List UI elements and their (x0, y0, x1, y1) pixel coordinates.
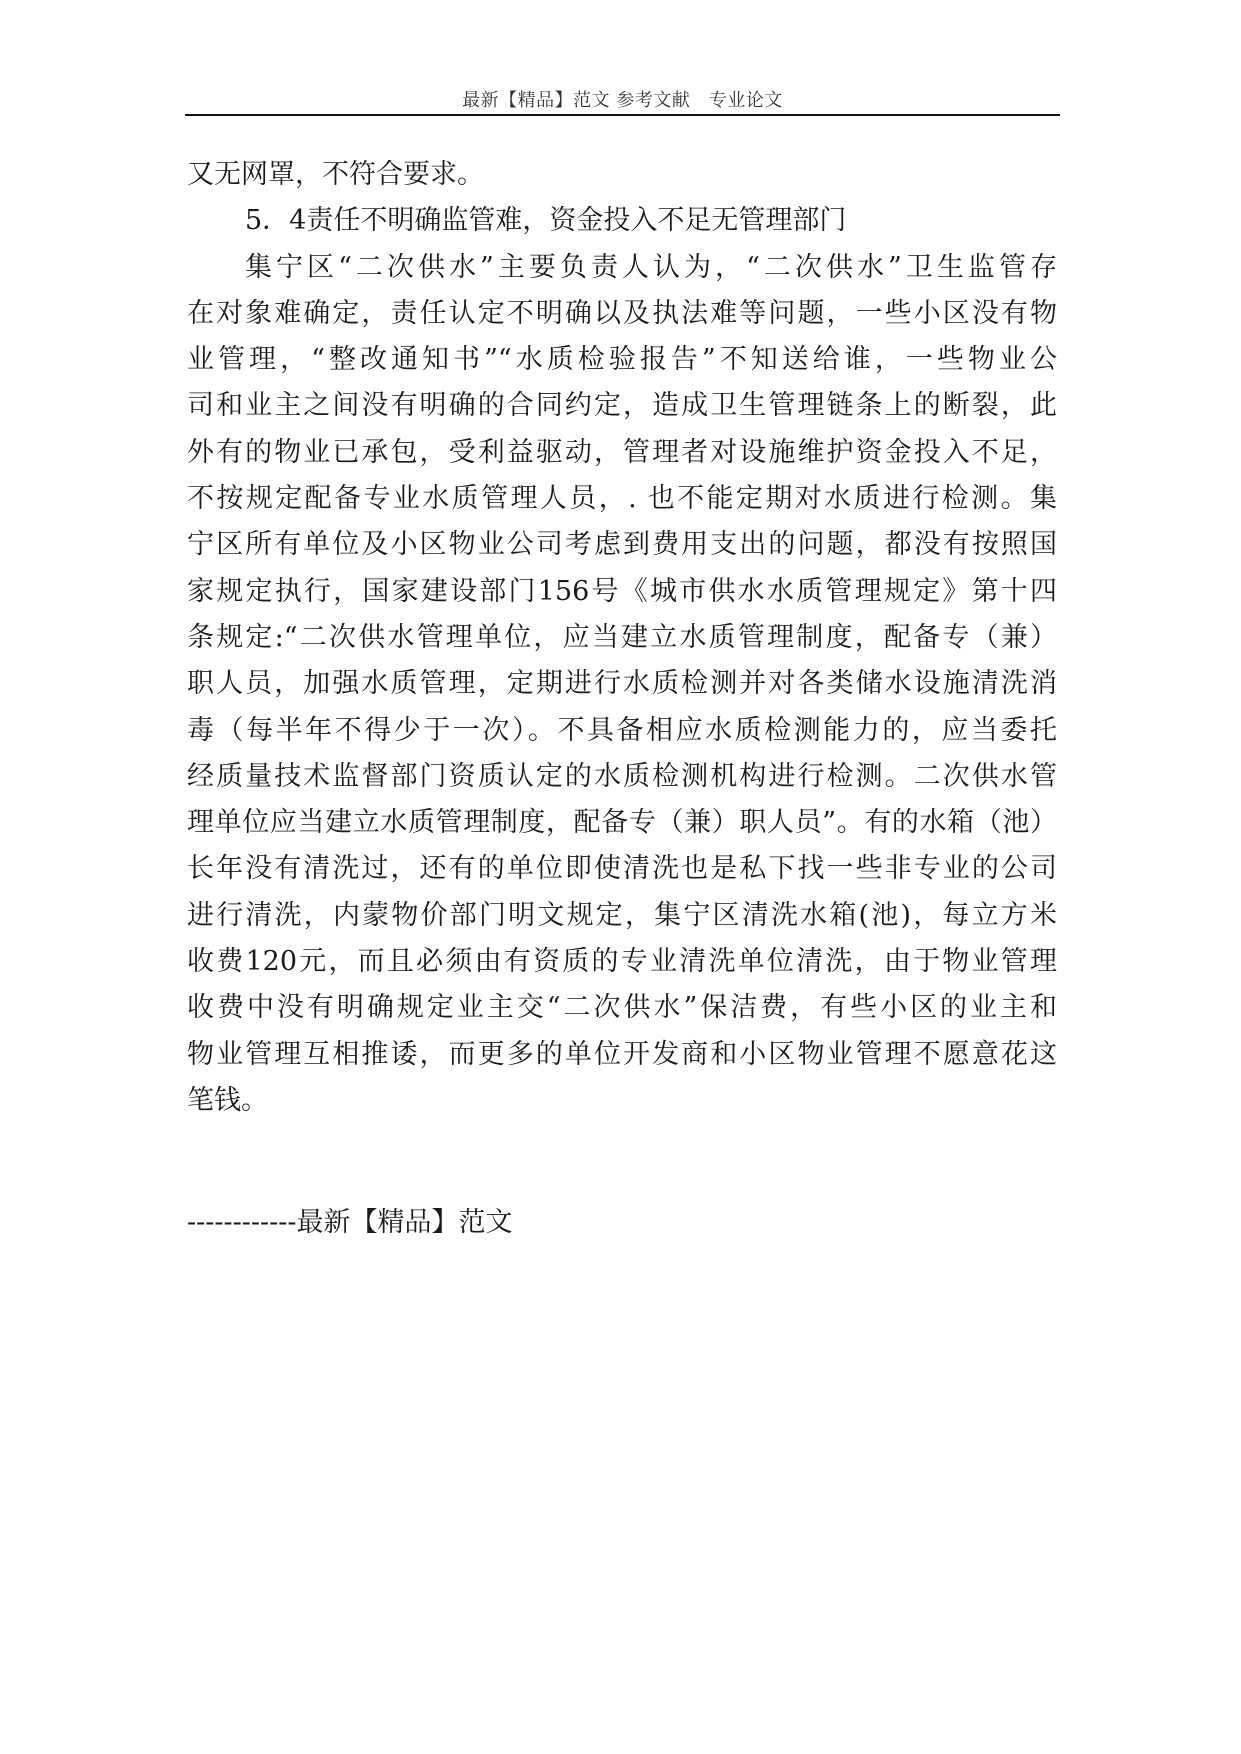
paragraph-line: 理单位应当建立水质管理制度，配备专（兼）职人员”。有的水箱（池） (187, 807, 1057, 839)
paragraph-line: 收费120元，而且必须由有资质的专业清洗单位清洗，由于物业管理 (187, 946, 1057, 978)
paragraph-line: 集宁区“二次供水”主要负责人认为，“二次供水”卫生监管存 (245, 251, 1057, 283)
paragraph-line: 长年没有清洗过，还有的单位即使清洗也是私下找一些非专业的公司 (187, 853, 1057, 885)
paragraph-line: 又无网罩，不符合要求。 (187, 159, 484, 190)
paragraph-line: 司和业主之间没有明确的合同约定，造成卫生管理链条上的断裂，此 (187, 390, 1057, 422)
paragraph-line: 物业管理互相推诿，而更多的单位开发商和小区物业管理不愿意花这 (187, 1038, 1057, 1070)
section-heading: 5．4责任不明确监管难，资金投入不足无管理部门 (245, 205, 847, 237)
paragraph-line: 职人员，加强水质管理，定期进行水质检测并对各类储水设施清洗消 (187, 668, 1057, 700)
paragraph-line: 经质量技术监督部门资质认定的水质检测机构进行检测。二次供水管 (187, 760, 1057, 792)
paragraph-line: 外有的物业已承包，受利益驱动，管理者对设施维护资金投入不足， (187, 436, 1057, 468)
paragraph-line: 条规定:“二次供水管理单位，应当建立水质管理制度，配备专（兼） (187, 621, 1057, 653)
page-header: 最新【精品】范文 参考文献 专业论文 (462, 90, 783, 111)
paragraph-line: 不按规定配备专业水质管理人员，. 也不能定期对水质进行检测。集 (187, 483, 1057, 515)
paragraph-line: 宁区所有单位及小区物业公司考虑到费用支出的问题，都没有按照国 (187, 529, 1057, 561)
paragraph-line: 家规定执行，国家建设部门156号《城市供水水质管理规定》第十四 (187, 575, 1057, 607)
page-footer: ------------最新【精品】范文 (187, 1207, 513, 1238)
document-body (187, 152, 1057, 1124)
paragraph-line: 进行清洗，内蒙物价部门明文规定，集宁区清洗水箱(池)，每立方米 (187, 899, 1057, 931)
header-divider (185, 114, 1060, 116)
paragraph-line: 在对象难确定，责任认定不明确以及执法难等问题，一些小区没有物 (187, 297, 1057, 329)
paragraph-line: 收费中没有明确规定业主交“二次供水”保洁费，有些小区的业主和 (187, 992, 1057, 1024)
paragraph-line: 毒（每半年不得少于一次）。不具备相应水质检测能力的，应当委托 (187, 714, 1057, 746)
paragraph-line: 业管理，“整改通知书”“水质检验报告”不知送给谁，一些物业公 (187, 344, 1057, 376)
paragraph-line: 笔钱。 (187, 1084, 268, 1116)
